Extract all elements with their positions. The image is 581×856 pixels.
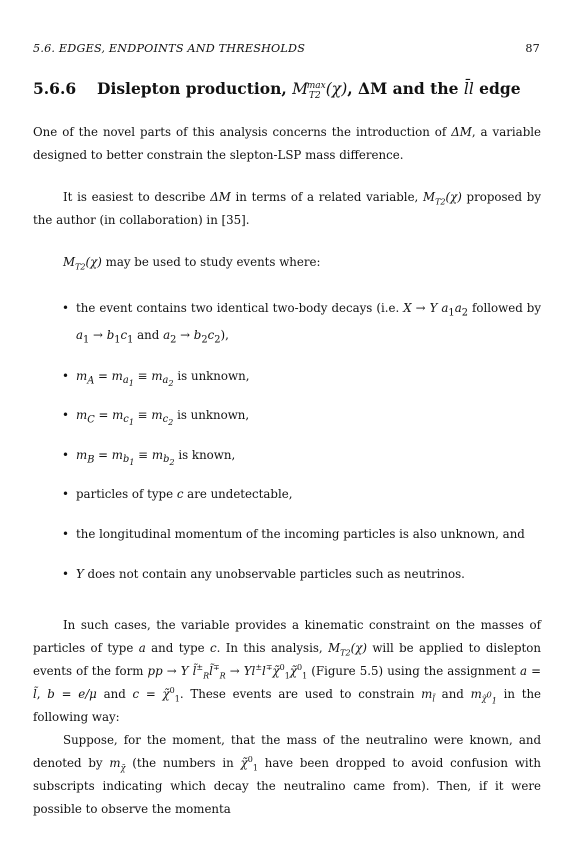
b2-sub	[122, 375, 134, 389]
b1-sub: 1	[83, 334, 90, 346]
conditions-list	[62, 404, 541, 434]
p3-text-a: may be used to study events where:	[101, 255, 321, 269]
p4-subsub: χ̃	[481, 694, 487, 704]
p4-math: a = l̃	[33, 664, 542, 701]
b2-subsub: 1	[128, 378, 134, 389]
b4-sub: B	[87, 454, 95, 466]
list-item	[62, 563, 541, 586]
b1-text-d: ),	[220, 328, 229, 343]
b4-subsub: b	[123, 454, 130, 466]
b1-sub: 1	[127, 334, 134, 346]
b3-sub	[162, 414, 174, 428]
p4-sub	[481, 690, 497, 706]
section-title-part-b: , ΔM and the	[347, 79, 464, 98]
b3-subsub: c	[123, 414, 129, 426]
p3-math-chi: (χ)	[85, 255, 102, 269]
b2-sub	[162, 375, 174, 389]
b3-subsub: c	[162, 414, 169, 426]
b3-math: = m	[94, 408, 124, 422]
running-head-text: 5.6. EDGES, ENDPOINTS AND THRESHOLDS	[33, 42, 306, 55]
b6-text: the longitudinal momentum of the incoming particles is also unknown, and	[76, 527, 525, 541]
p4-math: (χ)	[350, 641, 367, 655]
p4-math: pp → Y l̃	[147, 664, 197, 678]
b5-text-a: particles of type	[76, 487, 177, 501]
p1-math-dm: ΔM	[451, 125, 472, 139]
p4-sub: 1	[174, 694, 180, 704]
bullet-dot: •	[62, 408, 69, 422]
b3-subsub: 1	[128, 417, 135, 428]
b3-math: m	[76, 408, 88, 422]
b1-sub: 2	[461, 307, 468, 319]
b3-sub	[123, 414, 135, 428]
p4-sub: R	[219, 671, 226, 681]
p2-math-chi: (χ)	[445, 190, 462, 204]
p4-subsub: 1	[491, 696, 497, 706]
paragraph-1	[33, 121, 541, 167]
p4-sub: T2	[340, 648, 351, 658]
p4-sup: 0	[297, 663, 303, 673]
b1-math: → b	[89, 328, 115, 343]
paragraph-2	[33, 186, 541, 232]
b1-math: X → Y a	[403, 301, 449, 315]
section-math-sup: max	[306, 80, 326, 91]
b3-math: ≡ m	[134, 408, 163, 422]
b4-sub	[123, 454, 135, 468]
b4-sub	[163, 454, 175, 468]
b5-math: c	[176, 487, 184, 501]
list-item	[62, 483, 541, 506]
section-math-mt2: M	[292, 80, 309, 98]
section-math-ll: l̄l	[463, 80, 474, 98]
b4-math: = m	[94, 448, 123, 462]
b3-text: is unknown,	[173, 408, 250, 422]
b1-math: a	[163, 328, 171, 343]
p1-text-b: , a variable designed to better constrain the slepton-LSP mass difference.	[33, 125, 541, 162]
b2-text: is unknown,	[173, 369, 250, 383]
p4-math: c = χ̃	[132, 687, 170, 701]
p5-text: have been dropped to avoid confusion with subscripts indicating which decay the neutralino came from). Then, if it were possible to observe the momenta	[33, 756, 541, 816]
p4-text: . These events are used to constrain	[179, 687, 422, 701]
bullet-dot: •	[62, 527, 69, 541]
b1-math: a	[454, 301, 462, 315]
b5-text-b: are undetectable,	[183, 487, 293, 501]
p4-text: and	[96, 687, 133, 701]
p4-subsub: 0	[486, 690, 492, 700]
p4-sub: R	[203, 671, 210, 681]
p2-math-m: M	[422, 190, 436, 204]
b1-text-a: the event contains two identical two-body decays (i.e.	[76, 301, 404, 315]
p4-text: in the following way:	[33, 687, 542, 724]
b2-subsub: 2	[168, 378, 174, 389]
p4-text: In such cases, the variable provides a kinematic constraint on the masses of particles of type	[33, 618, 541, 655]
p4-math: χ̃	[289, 664, 297, 678]
b4-subsub: 1	[129, 457, 135, 468]
list-item	[62, 444, 541, 474]
b2-subsub: a	[162, 375, 169, 387]
list-item	[62, 523, 541, 546]
p4-sub: 1	[302, 671, 308, 681]
paragraph-3	[33, 251, 541, 274]
p5-math: χ̃	[240, 756, 248, 770]
bullet-dot: •	[62, 448, 69, 462]
b4-text: is known,	[174, 448, 236, 462]
p2-math-sub: T2	[435, 197, 446, 207]
b4-subsub: 2	[169, 457, 175, 468]
p4-math: χ̃	[272, 664, 280, 678]
b2-sub: A	[87, 375, 95, 387]
list-item	[62, 365, 541, 395]
p2-text-a: It is easiest to describe	[63, 190, 211, 204]
p4-sup: 0	[279, 663, 285, 673]
conditions-list	[62, 365, 541, 395]
p5-text: (the numbers in	[125, 756, 241, 770]
b1-text-c: and	[133, 328, 164, 343]
paragraph-4	[33, 614, 541, 729]
b3-subsub: 2	[168, 417, 174, 428]
page-number: 87	[525, 42, 540, 55]
p4-text: and type	[145, 641, 211, 655]
p5-sub: χ̃	[120, 763, 126, 773]
p4-sup: ±	[196, 663, 204, 673]
b2-math: = m	[94, 369, 123, 383]
p4-math: c	[210, 641, 217, 655]
p5-text: Suppose, for the moment, that the mass of the neutralino were known, and denoted by	[33, 733, 541, 770]
p4-math: M	[328, 641, 341, 655]
p4-math: m	[470, 687, 482, 701]
p2-text-c: proposed by the author (in collaboration) in [35].	[33, 190, 541, 227]
b2-math: ≡ m	[133, 369, 163, 383]
b1-math: c	[207, 328, 215, 343]
p2-text-b: in terms of a related variable,	[230, 190, 423, 204]
p4-text: . In this analysis,	[216, 641, 329, 655]
b1-text-b: followed by	[468, 301, 541, 315]
b1-sub: 2	[170, 334, 177, 346]
p5-sup: 0	[247, 755, 253, 765]
p4-text: and	[434, 687, 471, 701]
p4-text: ,	[36, 687, 48, 701]
running-head	[33, 42, 540, 58]
b1-sub: 1	[448, 307, 455, 319]
b4-subsub: b	[163, 454, 170, 466]
p4-sup: 0	[169, 686, 175, 696]
section-math-sub: T2	[309, 91, 321, 102]
b7-math: Y	[76, 567, 84, 581]
bullet-dot: •	[62, 487, 69, 501]
p2-math-dm: ΔM	[210, 190, 231, 204]
p3-math-m: M	[63, 255, 76, 269]
paragraph-5	[33, 729, 541, 821]
b1-math: → b	[176, 328, 202, 343]
p5-math: m	[109, 756, 121, 770]
conditions-list	[62, 523, 541, 546]
b1-sub: 1	[114, 334, 121, 346]
p4-sup: ±	[255, 663, 263, 673]
b1-math: a	[76, 328, 84, 343]
b4-math: m	[76, 448, 88, 462]
conditions-list	[62, 483, 541, 506]
p4-math: m	[421, 687, 433, 701]
p4-math: b = e/μ	[47, 687, 97, 701]
section-math-chi: (χ)	[325, 80, 348, 98]
list-item	[62, 297, 541, 352]
b7-text: does not contain any unobservable particles such as neutrinos.	[83, 567, 465, 581]
section-number: 5.6.6	[33, 79, 77, 98]
bullet-dot: •	[62, 369, 69, 383]
b2-subsub: a	[122, 375, 129, 387]
b1-math: c	[120, 328, 128, 343]
p4-sub: 1	[284, 671, 290, 681]
p4-math: l	[262, 664, 266, 678]
conditions-list	[62, 297, 541, 352]
p4-sup: ∓	[212, 663, 220, 673]
p4-math: l̃	[209, 664, 213, 678]
p4-sub: l̃	[432, 694, 435, 704]
b2-math: m	[76, 369, 88, 383]
b1-sub: 2	[201, 334, 208, 346]
p4-text: will be applied to dislepton events of the form	[33, 641, 541, 678]
p4-math: → Yl	[225, 664, 256, 678]
p5-sub: 1	[252, 763, 258, 773]
b3-sub: C	[87, 414, 95, 426]
p4-text: (Figure 5.5) using the assignment	[307, 664, 520, 678]
conditions-list	[62, 444, 541, 474]
p1-text-a: One of the novel parts of this analysis concerns the introduction of	[33, 125, 452, 139]
bullet-dot: •	[62, 301, 69, 315]
p4-math: a	[138, 641, 146, 655]
conditions-list	[62, 563, 541, 586]
b4-math: ≡ m	[134, 448, 164, 462]
section-title-part-c: edge	[473, 79, 521, 98]
list-item	[62, 404, 541, 434]
b1-sub: 2	[214, 334, 221, 346]
section-title-part-a: Dislepton production,	[97, 79, 293, 98]
p4-sup: ∓	[265, 663, 273, 673]
bullet-dot: •	[62, 567, 69, 581]
p3-math-sub: T2	[75, 262, 86, 272]
section-heading	[33, 79, 521, 101]
